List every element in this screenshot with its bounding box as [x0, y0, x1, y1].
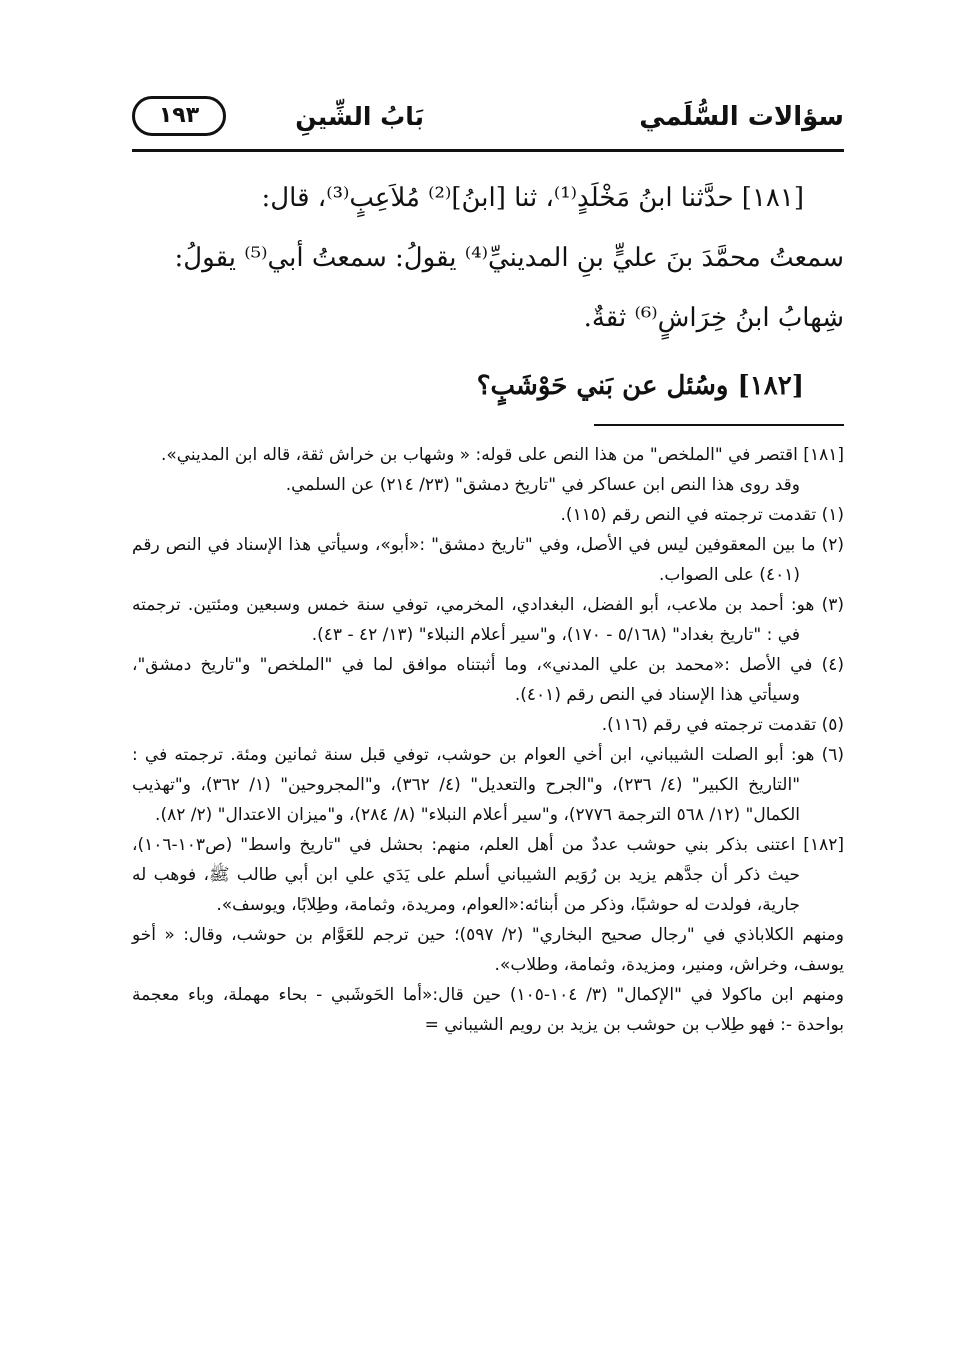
footnote-181: [١٨١] اقتصر في "الملخص" من هذا النص على قوله: « وشهاب بن خراش ثقة، قاله ابن المديني». [160, 445, 844, 465]
footnote-1: (١) تقدمت ترجمته في النص رقم (١١٥). [560, 505, 844, 525]
footnote-2: (٢) ما بين المعقوفين ليس في الأصل، وفي "تاريخ دمشق" :«أبو»، وسيأتي هذا الإسناد في النص رقم (٤٠١) على الصواب. [132, 535, 844, 585]
footnote-5: (٥) تقدمت ترجمته في رقم (١١٦). [601, 715, 844, 735]
paragraph-181-line-3: شِهابُ ابنُ خِرَاشٍ⁽⁶⁾ ثقةٌ. [583, 303, 844, 333]
page-number: ١٩٣ [132, 96, 226, 136]
footnote-3: (٣) هو: أحمد بن ملاعب، أبو الفضل، البغدادي، المخرمي، توفي سنة خمس وسبعين ومئتين. ترجمته في : "تاريخ بغداد" (٥/١٦٨ - ١٧٠)، و"سير أعلام النبلاء" (١٣/ ٤٢ - ٤٣). [132, 595, 844, 645]
footnote-181-continuation: وقد روى هذا النص ابن عساكر في "تاريخ دمشق" (٢٣/ ٢١٤) عن السلمي. [285, 475, 800, 495]
paragraph-182: [١٨٢] وسُئل عن بَني حَوْشَبٍ؟ [476, 371, 804, 401]
running-title: سؤالات السُّلَمي [639, 102, 844, 132]
header-rule [132, 149, 844, 152]
paragraph-181-line-1: [١٨١] حدَّثنا ابنُ مَخْلَدٍ⁽¹⁾، ثنا [ابنُ]⁽²⁾ مُلاَعِبٍ⁽³⁾، قال: [261, 183, 804, 213]
footnote-separator [594, 424, 844, 426]
footnote-4: (٤) في الأصل :«محمد بن علي المدني»، وما أثبتناه موافق لما في "الملخص" و"تاريخ دمشق"، وسيأتي هذا الإسناد في النص رقم (٤٠١). [132, 655, 844, 705]
footnote-182-ibn-makula: ومنهم ابن ماكولا في "الإكمال" (٣/ ١٠٤-١٠٥) حين قال:«أما الحَوشَبي - بحاء مهملة، وباء معجمة بواحدة -: فهو طِلاب بن حوشب بن يزيد بن رويم الشيباني = [132, 985, 844, 1035]
footnote-6: (٦) هو: أبو الصلت الشيباني، ابن أخي العوام بن حوشب، توفي قبل سنة ثمانين ومئة. ترجمته في : "التاريخ الكبير" (٤/ ٢٣٦)، و"الجرح والتعديل" (٤/ ٣٦٢)، و"المجروحين" (١/ ٣٦٢)، و"تهذيب الكمال" (١٢/ ٥٦٨ الترجمة ٢٧٧٦)، و"سير أعلام النبلاء" (٨/ ٢٨٤)، و"ميزان الاعتدال" (٢/ ٨٢). [132, 745, 844, 825]
paragraph-181-line-2: سمعتُ محمَّدَ بنَ عليٍّ بنِ المدينيِّ⁽⁴⁾ يقولُ: سمعتُ أبي⁽⁵⁾ يقولُ: [174, 243, 844, 273]
footnote-182-kalabadhi: ومنهم الكلاباذي في "رجال صحيح البخاري" (٢/ ٥٩٧)؛ حين ترجم للعَوَّام بن حوشب، وقال: « أخو يوسف، وخراش، ومنير، ومزيدة، وثمامة، وطلاب». [132, 925, 844, 975]
main-text [132, 168, 844, 416]
page-header [132, 96, 844, 152]
footnotes [132, 440, 844, 1040]
chapter-title: بَابُ الشِّينِ [295, 102, 424, 131]
footnote-182: [١٨٢] اعتنى بذكر بني حوشب عددٌ من أهل العلم، منهم: بحشل في "تاريخ واسط" (ص١٠٣-١٠٦)، حيث ذكر أن جدَّهم يزيد بن رُوَيم الشيباني أسلم على يَدَي علي ابن أبي طالب ﷺ، فوهب له جارية، فولدت له حوشبًا، وذكر من أبنائه:«العوام، ومريدة، وثمامة، وطِلابًا، ويوسف». [132, 835, 844, 915]
